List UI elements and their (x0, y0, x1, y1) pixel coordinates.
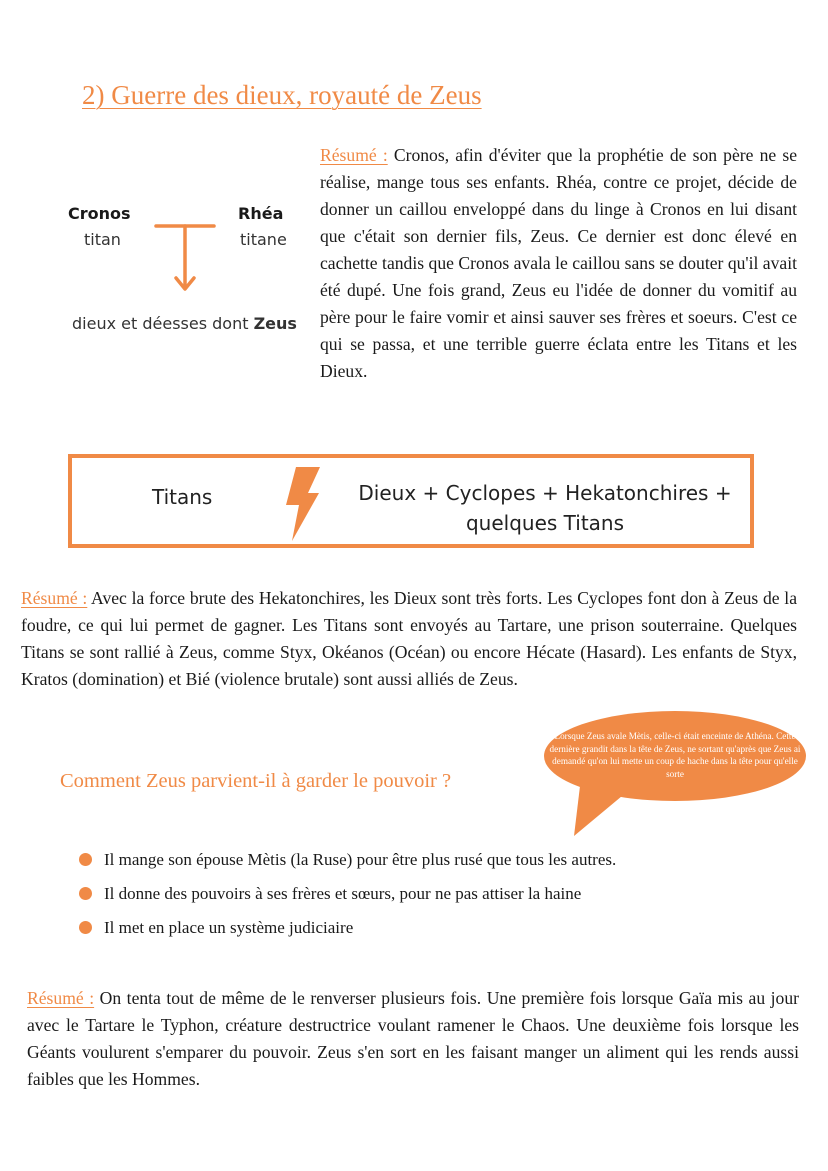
bullet-dot-icon (79, 921, 92, 934)
lightning-icon (282, 467, 322, 541)
list-item-text: Il met en place un système judiciaire (104, 918, 354, 937)
children-line (72, 314, 297, 333)
summary-label: Résumé : (27, 988, 95, 1008)
summary-label: Résumé : (320, 145, 388, 165)
list-item-text: Il mange son épouse Mètis (la Ruse) pour être plus rusé que tous les autres. (104, 850, 617, 869)
section-question: Comment Zeus parvient-il à garder le pouvoir ? (60, 770, 452, 792)
father-role: titan (84, 230, 121, 249)
children-prefix: dieux et déesses dont (72, 314, 254, 333)
list-item (79, 884, 819, 904)
summary-paragraph-1 (320, 142, 797, 385)
war-side-gods: Dieux + Cyclopes + Hekatonchires + quelques Titans (358, 481, 732, 535)
war-side-titans: Titans (152, 485, 213, 509)
summary-text: Avec la force brute des Hekatonchires, les Dieux sont très forts. Les Cyclopes font don à Zeus de la foudre, ce qui lui permet de gagner. Les Titans sont envoyés au Tartare, une prison souterraine. Quelques Titans se sont rallié à Zeus, comme Styx, Okéanos (Océan) ou encore Hécate (Hasard). Les enfants de Styx, Kratos (domination) et Bié (violence brutale) sont aussi alliés de Zeus. (21, 588, 798, 689)
bullet-dot-icon (79, 853, 92, 866)
page-title: 2) Guerre des dieux, royauté de Zeus (82, 80, 482, 110)
list-item (79, 918, 819, 938)
summary-paragraph-3 (27, 985, 799, 1093)
mother-role: titane (240, 230, 287, 249)
summary-text: On tenta tout de même de le renverser plusieurs fois. Une première fois lorsque Gaïa mis au jour avec le Tartare le Typhon, créature destructrice voulant ramener le Chaos. Une deuxième fois lorsque les Géants voulurent s'emparer du pouvoir. Zeus s'en sort en les faisant manger un aliment qui les rends aussi faibles que les Hommes. (27, 988, 800, 1089)
bullet-dot-icon (79, 887, 92, 900)
summary-label: Résumé : (21, 588, 88, 608)
list-item-text: Il donne des pouvoirs à ses frères et sœurs, pour ne pas attiser la haine (104, 884, 582, 903)
family-tree-arrow-icon (150, 220, 220, 296)
speech-bubble-text: Lorsque Zeus avale Mètis, celle-ci était enceinte de Athéna. Cette dernière grandit dans la tête de Zeus, ne sortant qu'après que Zeus ai demandé qu'on lui mette un coup de hache dans la tête pour qu'elle sorte (549, 731, 801, 779)
children-highlight: Zeus (253, 314, 297, 333)
mother-name: Rhéa (238, 204, 284, 223)
father-name: Cronos (68, 204, 131, 223)
list-item (79, 850, 819, 870)
summary-text: Cronos, afin d'éviter que la prophétie de son père ne se réalise, mange tous ses enfants. Rhéa, contre ce projet, décide de donner un caillou enveloppé dans du linge à Cronos en lui disant que c'était son dernier fils, Zeus. Ce dernier est donc élevé en cachette tandis que Cronos avala le caillou sans se douter qu'il avait été dupé. Une fois grand, Zeus eu l'idée de donner du vomitif au père pour le faire vomir et ainsi sauver ses frères et soeurs. C'est ce qui se passa, et une terrible guerre éclata entre les Titans et les Dieux. (320, 145, 798, 381)
summary-paragraph-2 (21, 585, 797, 693)
